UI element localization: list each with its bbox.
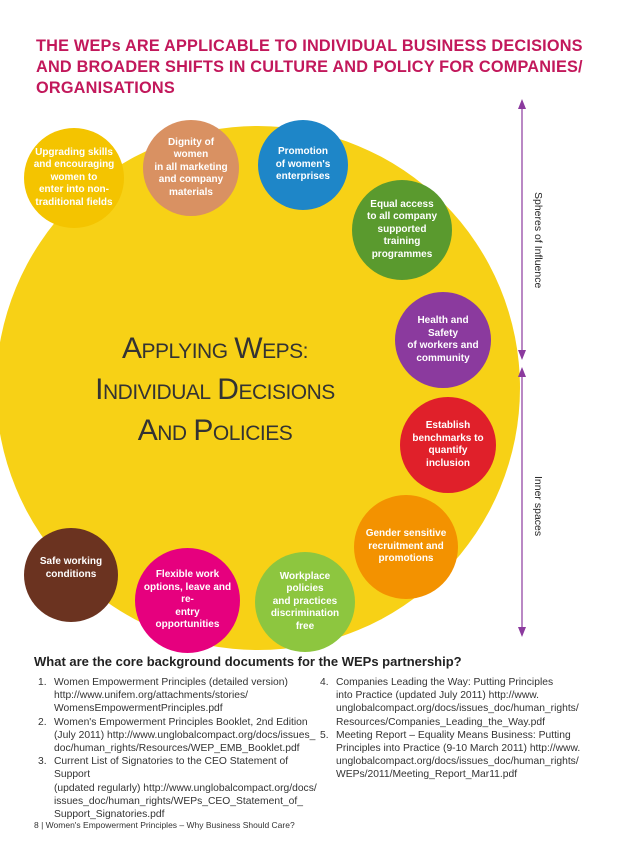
page-number: 8 (34, 820, 39, 830)
center-title-line2: INDIVIDUAL DECISIONS (95, 373, 335, 406)
circle-upgrading-skills (24, 128, 124, 228)
circle-label: Gender sensitive recruitment and promotions (365, 528, 447, 565)
background-docs-heading: What are the core background documents for the WEPs partnership? (34, 654, 462, 669)
circle-label: Upgrading skills and encouraging women to enter into non- traditional fields (33, 146, 115, 208)
circle-label: Establish benchmarks to quantify inclusion (412, 420, 484, 469)
reference-item: 5. Meeting Report – Equality Means Business: Putting Principles into Practice (9-10 March 2011) http://www. unglobalcompact.org/docs/issues_doc/human_rights/ WEPs/2011/Meeting_Report_Mar11.pdf (320, 729, 581, 781)
inner-spaces-label: Inner spaces (532, 476, 544, 537)
circle-health-safety (395, 292, 491, 388)
circle-label: Promotion of women's enterprises (275, 146, 331, 183)
reference-item: 2. Women's Empowerment Principles Booklet, 2nd Edition (July 2011) http://www.unglobalcompact.org/docs/issues_ doc/human_rights/Resources/WEP_EMB_Booklet.pdf (38, 716, 316, 755)
footer-text: Women's Empowerment Principles – Why Business Should Care? (45, 820, 295, 830)
circle-womens-enterprises (258, 120, 348, 210)
references-right (320, 676, 605, 782)
circle-label: Equal access to all company supported training programmes (366, 198, 437, 260)
page-footer: 8 | Women's Empowerment Principles – Why Business Should Care? (34, 820, 295, 830)
center-title (95, 330, 335, 453)
spheres-of-influence-label: Spheres of Influence (532, 192, 544, 289)
circle-gender-sensitive (354, 495, 458, 599)
center-title-line1: APPLYING WEPS: (122, 332, 308, 365)
circle-flexible-work (135, 548, 240, 653)
circle-label: Dignity of women in all marketing and company materials (154, 136, 228, 198)
circle-dignity-of-women (143, 120, 239, 216)
circle-label: Workplace policies and practices discrimination free (270, 570, 340, 632)
reference-item: 4. Companies Leading the Way: Putting Principles into Practice (updated July 2011) http://www. unglobalcompact.org/docs/issues_doc/human_rights/ Resources/Companies_Leading_the_Way.pdf (320, 677, 579, 728)
circle-label: Safe working conditions (39, 556, 103, 580)
reference-item: 3. Current List of Signatories to the CEO Statement of Support (updated regularly) http://www.unglobalcompact.org/docs/ issues_doc/human_rights/WEPs_CEO_Statement_of_ Support_Signatories.pdf (38, 756, 317, 821)
circle-equal-access (352, 180, 452, 280)
page-title: THE WEPs ARE APPLICABLE TO INDIVIDUAL BUSINESS DECISIONS AND BROADER SHIFTS IN CULTURE AND POLICY FOR COMPANIES/ ORGANISATIONS (36, 37, 583, 97)
center-title-line3: AND POLICIES (137, 414, 293, 447)
circle-label: Flexible work options, leave and re- entry opportunities (143, 569, 232, 631)
spheres-arrow (518, 99, 526, 360)
circle-workplace-policies (255, 552, 355, 652)
references-left (38, 676, 318, 821)
circle-benchmarks (400, 397, 496, 493)
circle-label: Health and Safety of workers and community (407, 315, 479, 364)
reference-item: 1. Women Empowerment Principles (detailed version) http://www.unifem.org/attachments/stories/ WomensEmpowermentPrinciples.pdf (38, 677, 288, 715)
circle-safe-working (24, 528, 118, 622)
